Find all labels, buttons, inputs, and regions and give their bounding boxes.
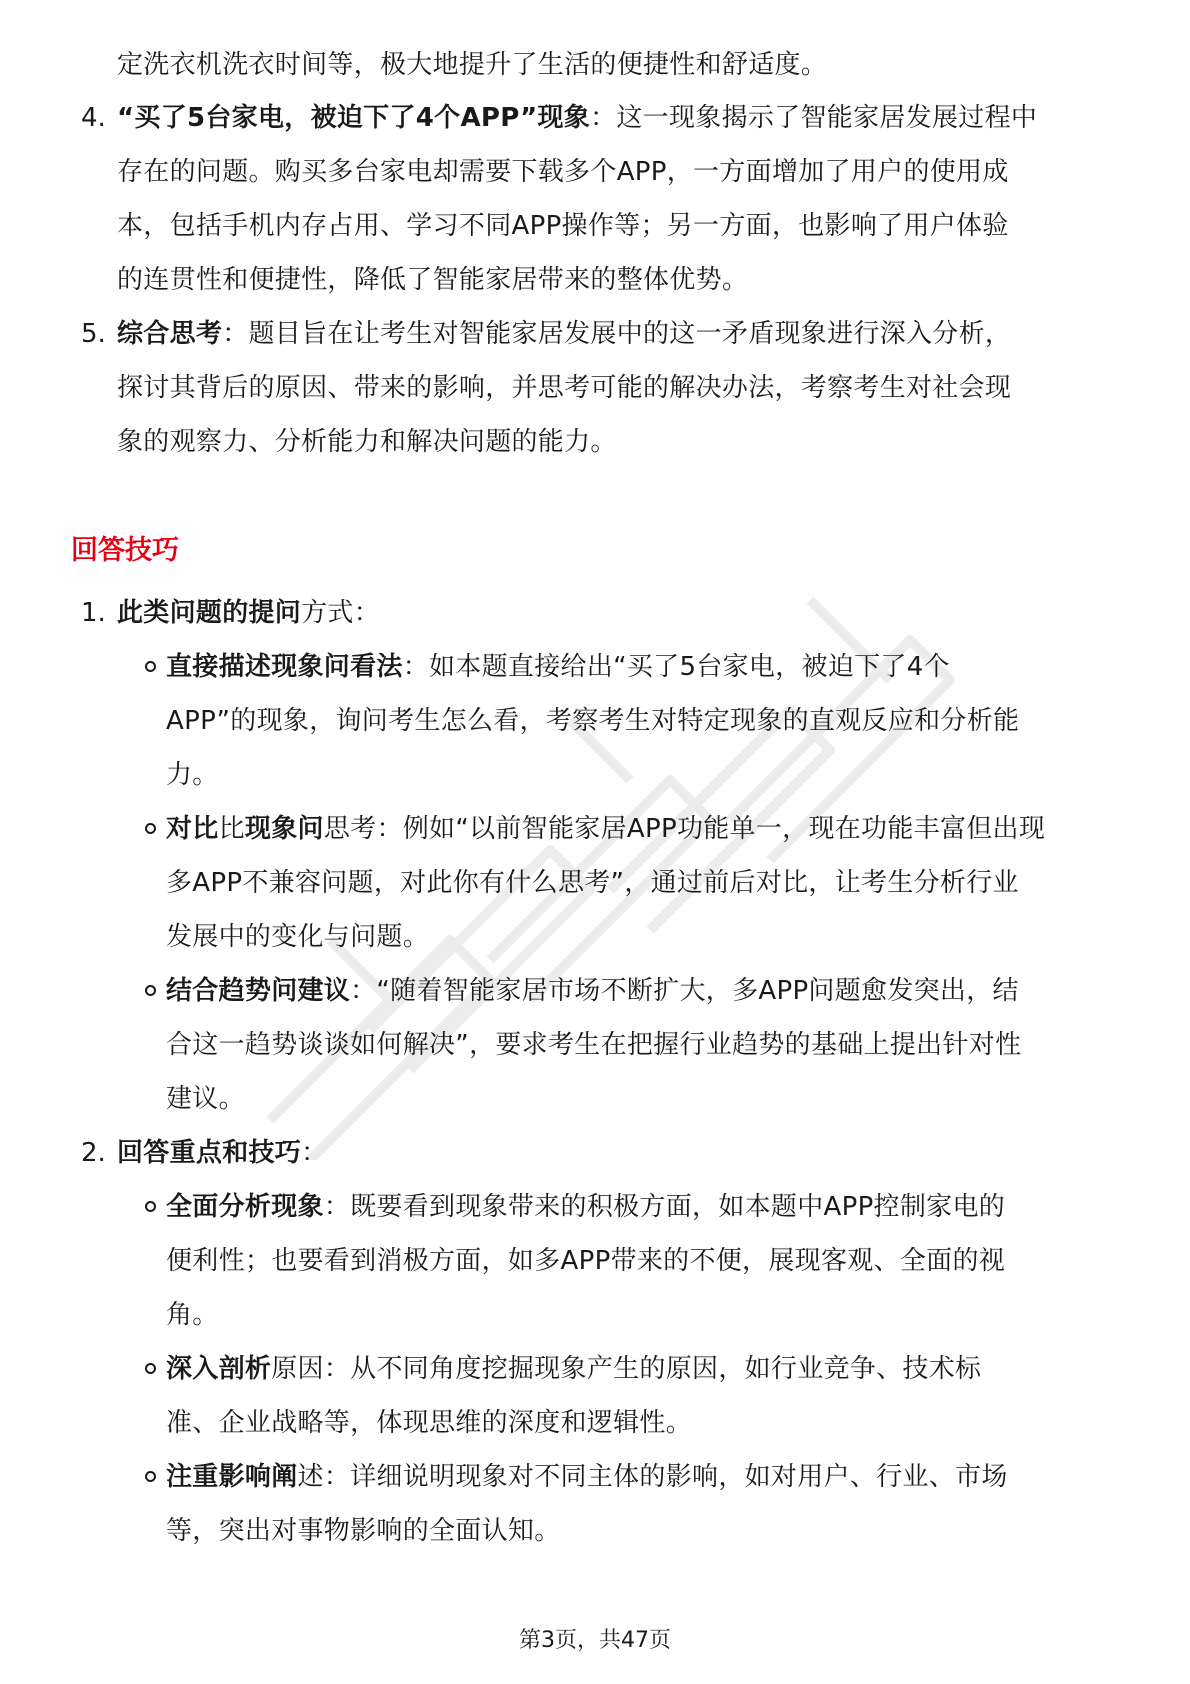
sec1-b3-line-3: 建议。 [166, 1084, 245, 1114]
sec1-b2-title-rest: 思考 [323, 814, 377, 844]
list-item-5-text: ：题目旨在让考生对智能家居发展中的这一矛盾现象进行深入分析， [222, 319, 1012, 349]
page-footer: 第3页，共47页 [519, 1628, 671, 1653]
sec2-b1-line-3: 角。 [166, 1300, 219, 1330]
sec1-b1-text: ：如本题直接给出“买了5台家电，被迫下了4个 [402, 652, 950, 682]
bullet-icon [145, 985, 156, 996]
sec1-b2-line-1 [166, 812, 1045, 846]
sec1-title [117, 596, 380, 630]
list-item-5-title: 综合思考 [117, 319, 223, 349]
sec2-b1-title: 全面分析现象 [166, 1192, 324, 1222]
sec1-b2-text: ：例如“以前智能家居APP功能单一，现在功能丰富但出现 [376, 814, 1046, 844]
sec2-b1-text: ：既要看到现象带来的积极方面，如本题中APP控制家电的 [323, 1192, 1006, 1222]
list-item-4-title: “买了5台家电，被迫下了4个APP”现象 [117, 103, 591, 133]
sec2-title [117, 1136, 327, 1170]
sec1-b1-title: 直接描述现象问看法 [166, 652, 403, 682]
list-item-4-line-2: 存在的问题。购买多台家电却需要下载多个APP，一方面增加了用户的使用成 [117, 157, 1009, 187]
sec2-b1-line-2: 便利性；也要看到消极方面，如多APP带来的不便，展现客观、全面的视 [166, 1246, 1006, 1276]
sec1-b2-title-mid: 比 [218, 814, 245, 844]
sec1-b2-title-2: 现象问 [244, 814, 324, 844]
sec2-b3-title-rest: 述 [297, 1462, 324, 1492]
list-item-4-line-3: 本，包括手机内存占用、学习不同APP操作等；另一方面，也影响了用户体验 [117, 211, 1009, 241]
list-item-4-line-1 [117, 101, 1037, 135]
sec2-b3-title: 注重影响阐 [166, 1462, 298, 1492]
sec2-title-rest: ： [301, 1138, 328, 1168]
sec2-b2-title-rest: 原因 [271, 1354, 324, 1384]
list-item-5-line-2: 探讨其背后的原因、带来的影响，并思考可能的解决办法，考察考生对社会现 [117, 373, 1012, 403]
sec1-b3-title: 结合趋势问建议 [166, 976, 351, 1006]
sec1-b3-line-1 [166, 974, 1019, 1008]
intro-line-1: 定洗衣机洗衣时间等，极大地提升了生活的便捷性和舒适度。 [117, 50, 828, 80]
list-number-4: 4. [81, 103, 106, 133]
sec2-b2-line-1 [166, 1352, 981, 1386]
section-heading: 回答技巧 [71, 535, 179, 566]
bullet-icon [145, 1201, 156, 1212]
bullet-icon [145, 661, 156, 672]
list-item-4-line-4: 的连贯性和便捷性，降低了智能家居带来的整体优势。 [117, 265, 749, 295]
sec2-b3-line-1 [166, 1460, 1008, 1494]
sec1-title-bold: 此类问题的提问 [117, 598, 302, 628]
list-item-5-line-3: 象的观察力、分析能力和解决问题的能力。 [117, 427, 617, 457]
sec1-title-rest: 方式： [301, 598, 381, 628]
bullet-icon [145, 1363, 156, 1374]
list-item-5-line-1 [117, 317, 1011, 351]
sec1-b3-text: ：“随着智能家居市场不断扩大，多APP问题愈发突出，结 [350, 976, 1019, 1006]
sec1-b1-line-2: APP”的现象，询问考生怎么看，考察考生对特定现象的直观反应和分析能 [166, 706, 1020, 736]
sec1-number: 1. [81, 598, 106, 628]
sec2-title-bold: 回答重点和技巧 [117, 1138, 302, 1168]
sec1-b3-line-2: 合这一趋势谈谈如何解决”，要求考生在把握行业趋势的基础上提出针对性 [166, 1030, 1022, 1060]
sec1-b1-line-3: 力。 [166, 760, 219, 790]
sec2-number: 2. [81, 1138, 106, 1168]
sec1-b2-title-1: 对比 [166, 814, 219, 844]
sec2-b2-line-2: 准、企业战略等，体现思维的深度和逻辑性。 [166, 1408, 693, 1438]
sec2-b3-line-2: 等，突出对事物影响的全面认知。 [166, 1516, 561, 1546]
sec1-b2-line-3: 发展中的变化与问题。 [166, 922, 430, 952]
list-item-4-text: ：这一现象揭示了智能家居发展过程中 [590, 103, 1038, 133]
list-number-5: 5. [81, 319, 106, 349]
sec2-b2-text: ：从不同角度挖掘现象产生的原因，如行业竞争、技术标 [323, 1354, 982, 1384]
sec1-b1-line-1 [166, 650, 950, 684]
sec2-b1-line-1 [166, 1190, 1005, 1224]
sec2-b2-title: 深入剖析 [166, 1354, 272, 1384]
sec1-b2-line-2: 多APP不兼容问题，对此你有什么思考”，通过前后对比，让考生分析行业 [166, 868, 1019, 898]
sec2-b3-text: ：详细说明现象对不同主体的影响，如对用户、行业、市场 [323, 1462, 1008, 1492]
bullet-icon [145, 823, 156, 834]
bullet-icon [145, 1471, 156, 1482]
